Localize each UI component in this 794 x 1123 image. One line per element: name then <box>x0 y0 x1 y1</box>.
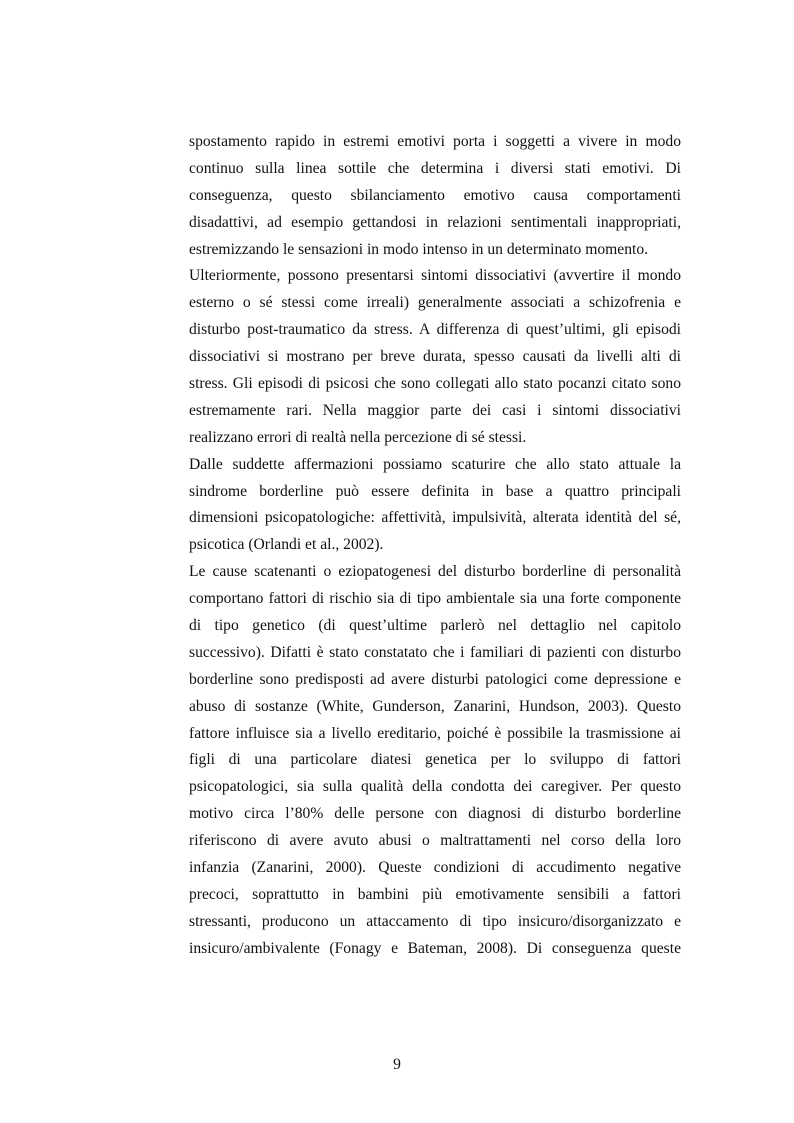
text-line: conseguenza, questo sbilanciamento emotivo causa comportamenti <box>189 186 681 204</box>
text-line: riferiscono di avere avuto abusi o maltrattamenti nel corso della loro <box>189 832 681 850</box>
text-line: insicuro/ambivalente (Fonagy e Bateman, 2008). Di conseguenza queste <box>189 939 681 957</box>
text-line: disturbo post-traumatico da stress. A differenza di quest’ultimi, gli episodi <box>189 321 681 339</box>
body-text <box>189 129 681 963</box>
text-line: psicotica (Orlandi et al., 2002). <box>189 536 384 554</box>
text-line: infanzia (Zanarini, 2000). Queste condizioni di accudimento negative <box>189 859 681 877</box>
text-line: successivo). Difatti è stato constatato che i familiari di pazienti con disturbo <box>189 643 681 661</box>
text-line: dimensioni psicopatologiche: affettività, impulsività, alterata identità del sé, <box>189 509 681 527</box>
text-line: disadattivi, ad esempio gettandosi in relazioni sentimentali inappropriati, <box>189 213 681 231</box>
text-line: figli di una particolare diatesi genetica per lo sviluppo di fattori <box>189 751 681 769</box>
text-line: fattore influisce sia a livello ereditario, poiché è possibile la trasmissione ai <box>189 724 681 742</box>
text-line: estremamente rari. Nella maggior parte dei casi i sintomi dissociativi <box>189 401 681 419</box>
text-line: stressanti, producono un attaccamento di tipo insicuro/disorganizzato e <box>189 912 681 930</box>
text-line: esterno o sé stessi come irreali) generalmente associati a schizofrenia e <box>189 294 681 312</box>
text-line: sindrome borderline può essere definita in base a quattro principali <box>189 482 681 500</box>
text-line: spostamento rapido in estremi emotivi porta i soggetti a vivere in modo <box>189 133 681 150</box>
text-line: psicopatologici, sia sulla qualità della condotta dei caregiver. Per questo <box>189 778 681 796</box>
text-line: Dalle suddette affermazioni possiamo scaturire che allo stato attuale la <box>189 455 681 473</box>
text-line: comportano fattori di rischio sia di tipo ambientale sia una forte componente <box>189 590 681 608</box>
text-line: stress. Gli episodi di psicosi che sono collegati allo stato pocanzi citato sono <box>189 375 681 393</box>
text-line: realizzano errori di realtà nella percezione di sé stessi. <box>189 428 527 446</box>
text-line: Le cause scatenanti o eziopatogenesi del disturbo borderline di personalità <box>189 563 681 581</box>
text-line: motivo circa l’80% delle persone con diagnosi di disturbo borderline <box>189 805 681 823</box>
text-line: continuo sulla linea sottile che determina i diversi stati emotivi. Di <box>189 159 681 177</box>
text-line: abuso di sostanze (White, Gunderson, Zanarini, Hundson, 2003). Questo <box>189 697 681 715</box>
text-line: dissociativi si mostrano per breve durata, spesso causati da livelli alti di <box>189 348 681 366</box>
page-number: 9 <box>393 1056 401 1073</box>
text-line: estremizzando le sensazioni in modo intenso in un determinato momento. <box>189 240 649 258</box>
text-line: precoci, soprattutto in bambini più emotivamente sensibili a fattori <box>189 885 681 903</box>
text-line: di tipo genetico (di quest’ultime parlerò nel dettaglio nel capitolo <box>189 617 681 635</box>
text-line: Ulteriormente, possono presentarsi sintomi dissociativi (avvertire il mondo <box>189 267 681 285</box>
text-line: borderline sono predisposti ad avere disturbi patologici come depressione e <box>189 670 681 688</box>
